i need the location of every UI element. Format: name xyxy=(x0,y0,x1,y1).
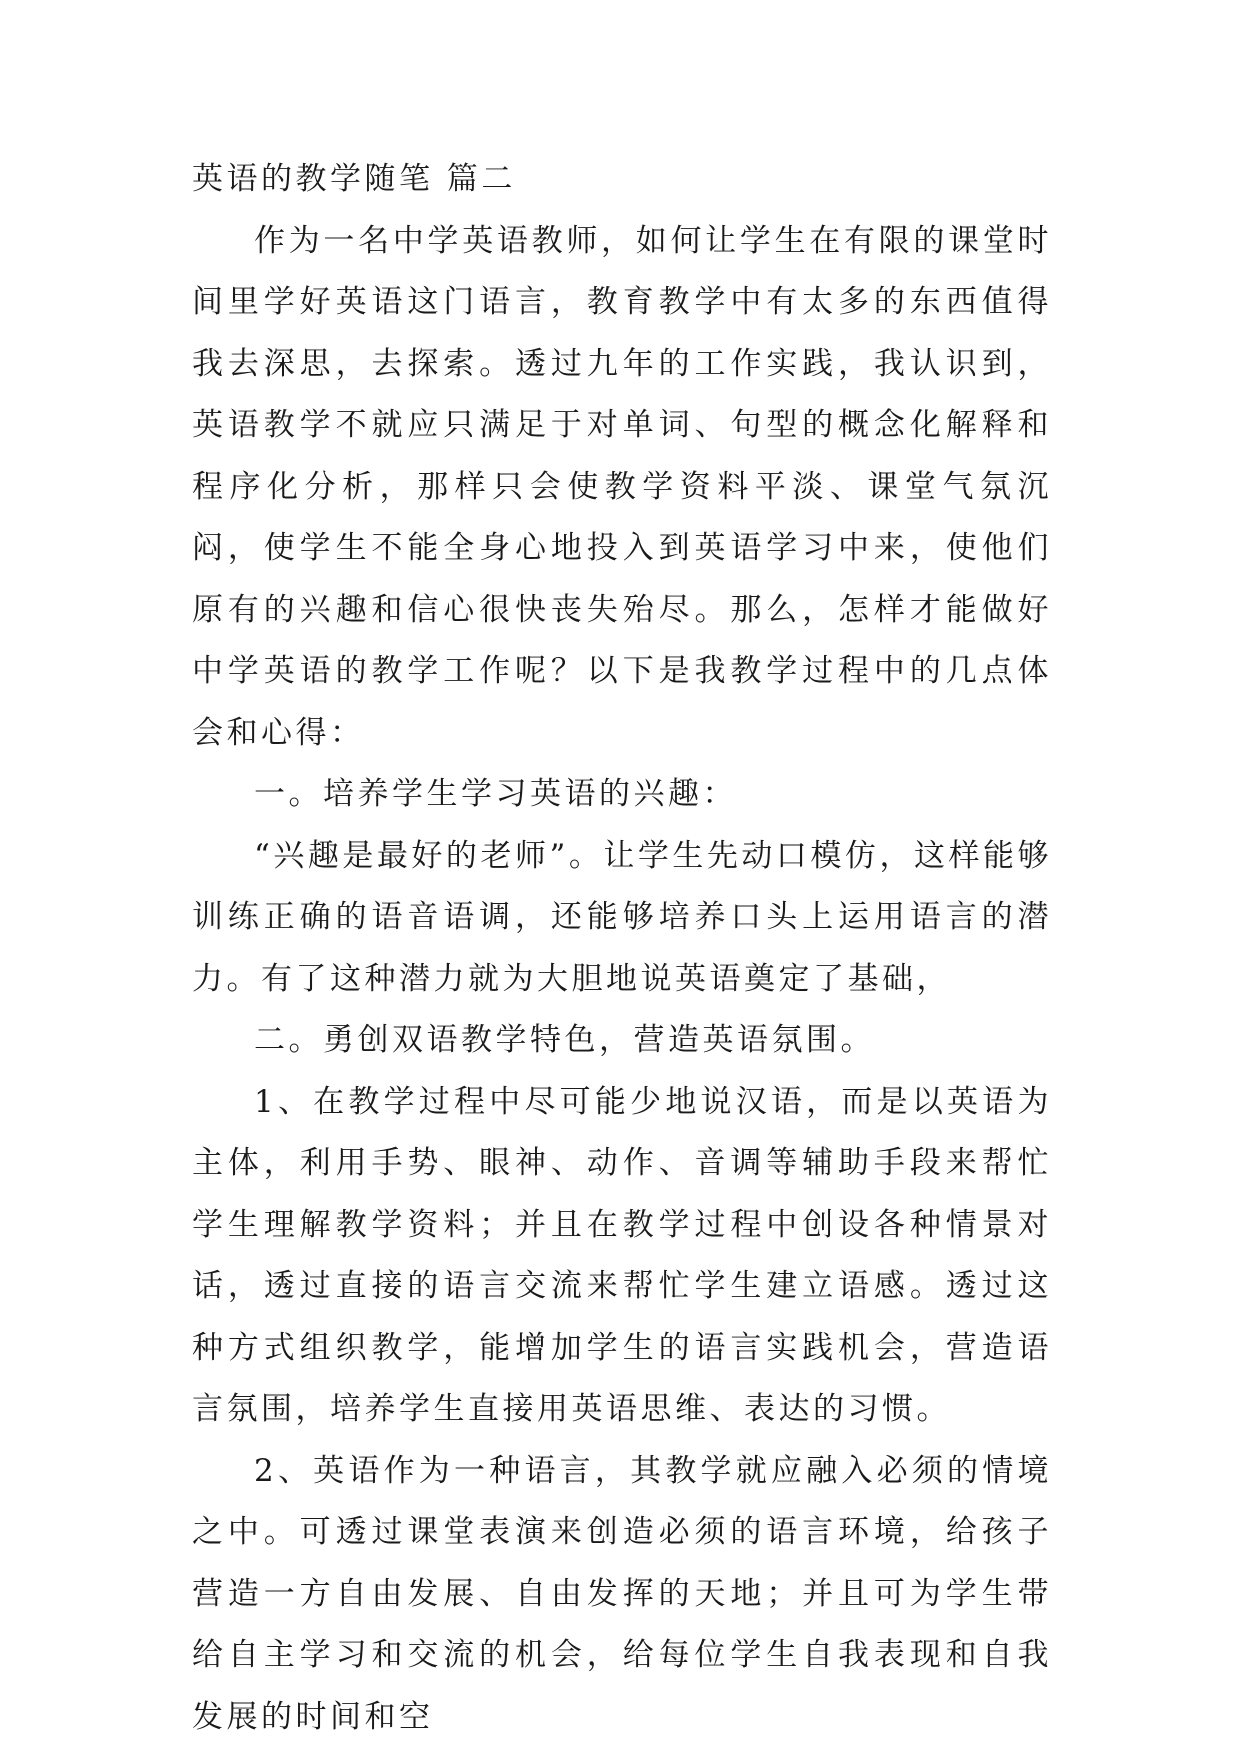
paragraph-point-2: 2、英语作为一种语言，其教学就应融入必须的情境之中。可透过课堂表演来创造必须的语言环境，给孩子营造一方自由发展、自由发挥的天地；并且可为学生带给自主学习和交流的机会，给每位学生自我表现和自我发展的时间和空 xyxy=(192,1452,1052,1735)
document-body xyxy=(192,149,1052,1748)
paragraph-intro: 作为一名中学英语教师，如何让学生在有限的课堂时间里学好英语这门语言，教育教学中有太多的东西值得我去深思，去探索。透过九年的工作实践，我认识到，英语教学不就应只满足于对单词、句型的概念化解释和程序化分析，那样只会使教学资料平淡、课堂气氛沉闷，使学生不能全身心地投入到英语学习中来，使他们原有的兴趣和信心很快丧失殆尽。那么，怎样才能做好中学英语的教学工作呢？以下是我教学过程中的几点体会和心得： xyxy=(192,222,1052,751)
document-title: 英语的教学随笔 篇二 xyxy=(192,161,516,197)
paragraph-point-1: 1、在教学过程中尽可能少地说汉语，而是以英语为主体，利用手势、眼神、动作、音调等辅助手段来帮忙学生理解教学资料；并且在教学过程中创设各种情景对话，透过直接的语言交流来帮忙学生建立语感。透过这种方式组织教学，能增加学生的语言实践机会，营造语言氛围，培养学生直接用英语思维、表达的习惯。 xyxy=(192,1083,1052,1427)
section-heading-one: 一。培养学生学习英语的兴趣： xyxy=(254,776,737,812)
section-heading-two: 二。勇创双语教学特色，营造英语氛围。 xyxy=(254,1022,875,1058)
paragraph-interest: “兴趣是最好的老师”。让学生先动口模仿，这样能够训练正确的语音语调，还能够培养口头上运用语言的潜力。有了这种潜力就为大胆地说英语奠定了基础， xyxy=(192,837,1052,997)
